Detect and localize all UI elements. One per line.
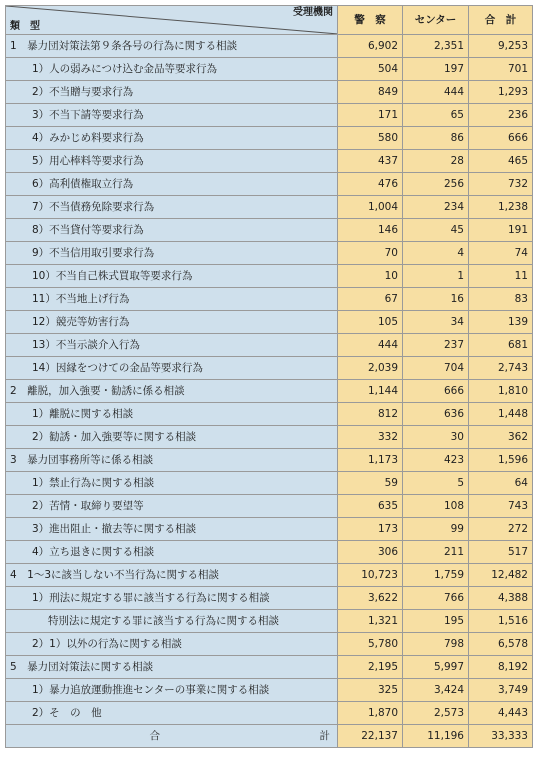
row-total-count: 681 [469, 334, 533, 357]
row-category-label: 1 暴力団対策法第９条各号の行為に関する相談 [6, 35, 338, 58]
table-row [6, 656, 533, 679]
row-center-count: 28 [403, 150, 469, 173]
row-center-count: 1,759 [403, 564, 469, 587]
row-center-count: 34 [403, 311, 469, 334]
header-center: センター [403, 6, 469, 35]
diagonal-divider [6, 6, 338, 34]
row-police-count: 5,780 [338, 633, 403, 656]
grand-total-center: 11,196 [403, 725, 469, 748]
row-total-count: 1,596 [469, 449, 533, 472]
row-police-count: 1,004 [338, 196, 403, 219]
row-center-count: 256 [403, 173, 469, 196]
row-category-label: 1）暴力追放運動推進センターの事業に関する相談 [6, 679, 338, 702]
table-body [6, 35, 533, 725]
row-category-label: 特別法に規定する罪に該当する行為に関する相談 [6, 610, 338, 633]
row-total-count: 139 [469, 311, 533, 334]
row-police-count: 2,195 [338, 656, 403, 679]
row-police-count: 173 [338, 518, 403, 541]
row-category-label: 13）不当示談介入行為 [6, 334, 338, 357]
row-center-count: 16 [403, 288, 469, 311]
row-center-count: 86 [403, 127, 469, 150]
table-row [6, 150, 533, 173]
row-total-count: 4,443 [469, 702, 533, 725]
row-total-count: 6,578 [469, 633, 533, 656]
row-police-count: 1,321 [338, 610, 403, 633]
table-row [6, 35, 533, 58]
table-row [6, 196, 533, 219]
row-police-count: 812 [338, 403, 403, 426]
row-center-count: 444 [403, 81, 469, 104]
row-total-count: 1,238 [469, 196, 533, 219]
row-center-count: 234 [403, 196, 469, 219]
table-row [6, 288, 533, 311]
row-center-count: 766 [403, 587, 469, 610]
row-category-label: 4 1～3に該当しない不当行為に関する相談 [6, 564, 338, 587]
grand-total-label-left: 合 [149, 730, 160, 742]
row-center-count: 195 [403, 610, 469, 633]
row-category-label: 7）不当債務免除要求行為 [6, 196, 338, 219]
table-row [6, 449, 533, 472]
table-row [6, 587, 533, 610]
table-row [6, 380, 533, 403]
table-row [6, 495, 533, 518]
table-row [6, 242, 533, 265]
table-row [6, 357, 533, 380]
table-row [6, 173, 533, 196]
row-total-count: 9,253 [469, 35, 533, 58]
row-total-count: 1,516 [469, 610, 533, 633]
row-category-label: 6）高利債権取立行為 [6, 173, 338, 196]
row-total-count: 4,388 [469, 587, 533, 610]
table-row [6, 541, 533, 564]
header-category: 類 型 [10, 21, 40, 32]
row-police-count: 67 [338, 288, 403, 311]
row-police-count: 325 [338, 679, 403, 702]
row-category-label: 1）禁止行為に関する相談 [6, 472, 338, 495]
row-total-count: 362 [469, 426, 533, 449]
row-category-label: 5）用心棒料等要求行為 [6, 150, 338, 173]
row-police-count: 1,144 [338, 380, 403, 403]
row-police-count: 1,870 [338, 702, 403, 725]
row-police-count: 146 [338, 219, 403, 242]
table-row [6, 472, 533, 495]
row-center-count: 45 [403, 219, 469, 242]
row-police-count: 171 [338, 104, 403, 127]
row-category-label: 9）不当信用取引要求行為 [6, 242, 338, 265]
row-category-label: 1）離脱に関する相談 [6, 403, 338, 426]
header-corner-cell [6, 6, 338, 35]
row-category-label: 4）みかじめ料要求行為 [6, 127, 338, 150]
table-row [6, 403, 533, 426]
row-category-label: 2）そ の 他 [6, 702, 338, 725]
row-category-label: 1）人の弱みにつけ込む金品等要求行為 [6, 58, 338, 81]
row-total-count: 517 [469, 541, 533, 564]
row-police-count: 437 [338, 150, 403, 173]
table-row [6, 104, 533, 127]
row-total-count: 11 [469, 265, 533, 288]
header-total: 合 計 [469, 6, 533, 35]
row-category-label: 2）不当贈与要求行為 [6, 81, 338, 104]
table-row [6, 426, 533, 449]
row-police-count: 849 [338, 81, 403, 104]
row-center-count: 108 [403, 495, 469, 518]
row-center-count: 3,424 [403, 679, 469, 702]
consultation-table-wrapper [5, 5, 532, 759]
row-police-count: 59 [338, 472, 403, 495]
row-category-label: 4）立ち退きに関する相談 [6, 541, 338, 564]
table-row [6, 518, 533, 541]
row-total-count: 3,749 [469, 679, 533, 702]
row-total-count: 666 [469, 127, 533, 150]
row-center-count: 423 [403, 449, 469, 472]
header-row [6, 6, 533, 35]
row-police-count: 10 [338, 265, 403, 288]
row-total-count: 83 [469, 288, 533, 311]
row-category-label: 5 暴力団対策法に関する相談 [6, 656, 338, 679]
row-category-label: 2）苦情・取締り要望等 [6, 495, 338, 518]
header-receiving-agency: 受理機関 [293, 7, 333, 18]
row-category-label: 12）競売等妨害行為 [6, 311, 338, 334]
row-center-count: 211 [403, 541, 469, 564]
grand-total-row [6, 725, 533, 748]
row-police-count: 10,723 [338, 564, 403, 587]
row-total-count: 272 [469, 518, 533, 541]
table-row [6, 311, 533, 334]
row-total-count: 1,293 [469, 81, 533, 104]
table-row [6, 58, 533, 81]
row-total-count: 64 [469, 472, 533, 495]
row-category-label: 3）不当下請等要求行為 [6, 104, 338, 127]
row-category-label: 3 暴力団事務所等に係る相談 [6, 449, 338, 472]
row-total-count: 74 [469, 242, 533, 265]
table-row [6, 702, 533, 725]
row-category-label: 8）不当貸付等要求行為 [6, 219, 338, 242]
row-category-label: 2 離脱，加入強要・勧誘に係る相談 [6, 380, 338, 403]
table-row [6, 219, 533, 242]
row-total-count: 701 [469, 58, 533, 81]
row-center-count: 5,997 [403, 656, 469, 679]
row-police-count: 504 [338, 58, 403, 81]
row-center-count: 798 [403, 633, 469, 656]
row-center-count: 2,573 [403, 702, 469, 725]
row-category-label: 14）因縁をつけての金品等要求行為 [6, 357, 338, 380]
row-police-count: 3,622 [338, 587, 403, 610]
row-center-count: 197 [403, 58, 469, 81]
row-total-count: 236 [469, 104, 533, 127]
row-total-count: 1,810 [469, 380, 533, 403]
row-total-count: 743 [469, 495, 533, 518]
row-police-count: 476 [338, 173, 403, 196]
row-police-count: 580 [338, 127, 403, 150]
grand-total-total: 33,333 [469, 725, 533, 748]
row-total-count: 465 [469, 150, 533, 173]
table-row [6, 679, 533, 702]
row-police-count: 306 [338, 541, 403, 564]
row-police-count: 444 [338, 334, 403, 357]
row-total-count: 191 [469, 219, 533, 242]
row-center-count: 2,351 [403, 35, 469, 58]
row-total-count: 12,482 [469, 564, 533, 587]
row-police-count: 2,039 [338, 357, 403, 380]
row-police-count: 6,902 [338, 35, 403, 58]
table-row [6, 564, 533, 587]
row-center-count: 30 [403, 426, 469, 449]
row-center-count: 4 [403, 242, 469, 265]
header-police: 警 察 [338, 6, 403, 35]
row-total-count: 1,448 [469, 403, 533, 426]
grand-total-police: 22,137 [338, 725, 403, 748]
row-category-label: 2）1）以外の行為に関する相談 [6, 633, 338, 656]
row-center-count: 666 [403, 380, 469, 403]
row-category-label: 11）不当地上げ行為 [6, 288, 338, 311]
table-row [6, 265, 533, 288]
row-center-count: 237 [403, 334, 469, 357]
row-center-count: 99 [403, 518, 469, 541]
table-row [6, 334, 533, 357]
row-police-count: 1,173 [338, 449, 403, 472]
row-police-count: 70 [338, 242, 403, 265]
table-row [6, 633, 533, 656]
table-row [6, 127, 533, 150]
table-row [6, 81, 533, 104]
row-category-label: 3）進出阻止・撤去等に関する相談 [6, 518, 338, 541]
row-center-count: 704 [403, 357, 469, 380]
row-center-count: 1 [403, 265, 469, 288]
row-police-count: 635 [338, 495, 403, 518]
table-row [6, 610, 533, 633]
row-center-count: 5 [403, 472, 469, 495]
row-center-count: 65 [403, 104, 469, 127]
row-category-label: 2）勧誘・加入強要等に関する相談 [6, 426, 338, 449]
row-police-count: 332 [338, 426, 403, 449]
row-category-label: 10）不当自己株式買取等要求行為 [6, 265, 338, 288]
row-category-label: 1）刑法に規定する罪に該当する行為に関する相談 [6, 587, 338, 610]
row-total-count: 2,743 [469, 357, 533, 380]
grand-total-label [6, 725, 338, 748]
row-police-count: 105 [338, 311, 403, 334]
consultation-table [5, 5, 533, 748]
row-total-count: 732 [469, 173, 533, 196]
grand-total-label-right: 計 [319, 730, 330, 742]
row-total-count: 8,192 [469, 656, 533, 679]
row-center-count: 636 [403, 403, 469, 426]
